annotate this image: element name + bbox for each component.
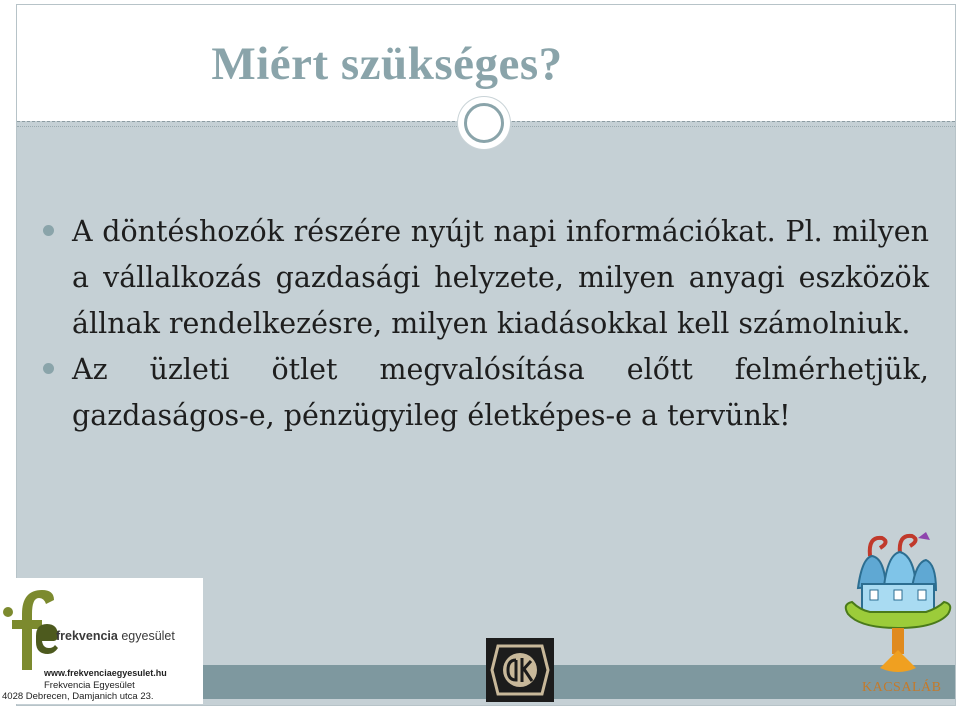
dk-logo xyxy=(486,638,554,702)
bullet-text: A döntéshozók részére nyújt napi információkat. Pl. milyen a vállalkozás gazdasági helyzete, milyen anyagi eszközök állnak rendelkezésre, milyen kiadásokkal kell számolniuk. xyxy=(72,215,929,340)
kacsalab-castle-icon xyxy=(840,528,956,678)
frekvencia-logo-icon xyxy=(2,584,58,670)
frekvencia-organization: Frekvencia Egyesület xyxy=(44,680,135,691)
kacsalab-label: KACSALÁB xyxy=(862,680,942,695)
frekvencia-logo-panel xyxy=(0,578,203,704)
frekvencia-website: www.frekvenciaegyesulet.hu xyxy=(44,668,167,678)
frekvencia-address: 4028 Debrecen, Damjanich utca 23. xyxy=(2,691,154,702)
slide-content xyxy=(41,209,929,439)
bullet-dot-icon xyxy=(43,225,54,236)
kacsalab-logo xyxy=(840,528,956,704)
slide-title: Miért szükséges? xyxy=(211,38,563,90)
bullet-dot-icon xyxy=(43,363,54,374)
ring-ornament-icon xyxy=(458,97,510,149)
bullet-item xyxy=(41,209,929,347)
dk-logo-icon xyxy=(486,638,554,702)
bullet-text: Az üzleti ötlet megvalósítása előtt felmérhetjük, gazdaságos-e, pénzügyileg életképes-e a tervünk! xyxy=(72,353,929,432)
frekvencia-logo-name: frekvencia egyesület xyxy=(56,629,175,643)
bullet-item xyxy=(41,347,929,439)
